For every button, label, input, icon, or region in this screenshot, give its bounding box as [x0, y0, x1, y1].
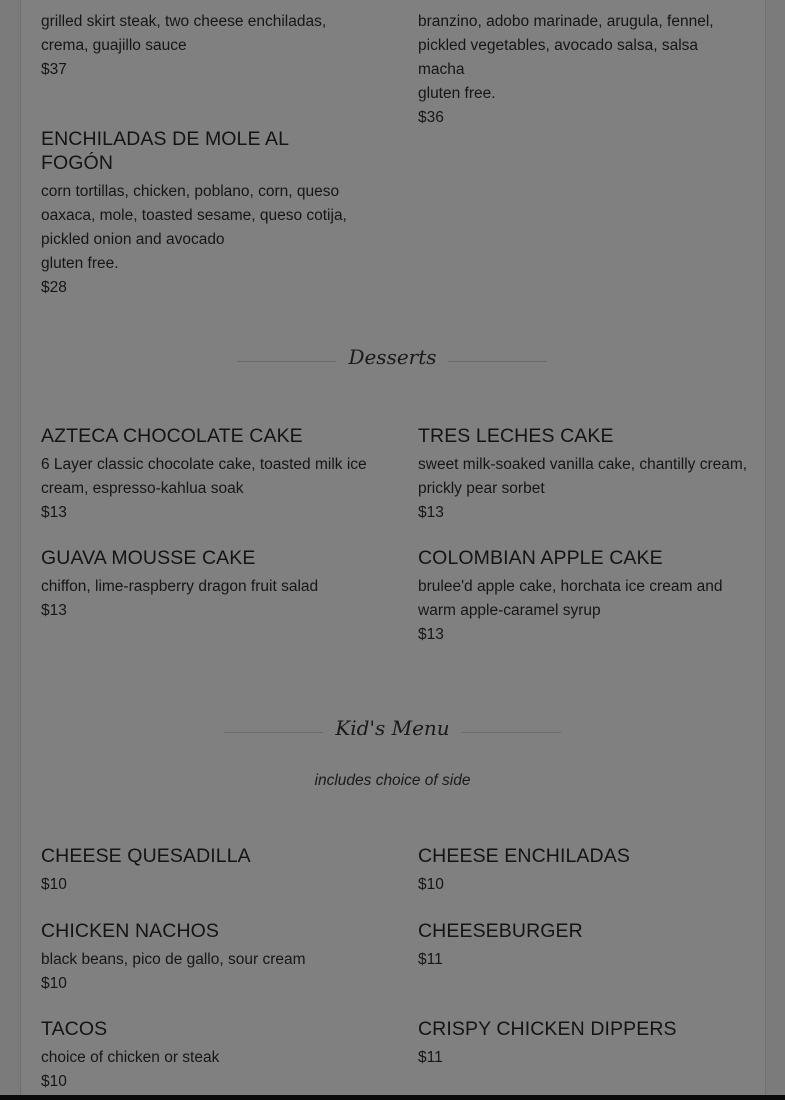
menu-item-price: $37: [41, 61, 67, 78]
menu-item-price: $13: [41, 504, 67, 521]
menu-item-dietary-note: gluten free.: [418, 85, 496, 102]
menu-item-description: 6 Layer classic chocolate cake, toasted milk ice cream, espresso-kahlua soak: [41, 456, 367, 497]
menu-item-price: $36: [418, 109, 444, 126]
menu-item-price: $13: [41, 602, 67, 619]
menu-item-description: sweet milk-soaked vanilla cake, chantilly cream, prickly pear sorbet: [418, 456, 748, 497]
menu-item: [418, 844, 748, 897]
menu-item: [418, 1017, 748, 1070]
menu-item-name: CHICKEN NACHOS: [41, 920, 220, 942]
section-heading: [0, 716, 785, 740]
menu-item: [418, 424, 748, 525]
menu-item-description: corn tortillas, chicken, poblano, corn, queso oaxaca, mole, toasted sesame, queso cotija, pickled onion and avocado: [41, 183, 347, 248]
section-title-desserts: Desserts: [348, 345, 437, 369]
section-heading: [0, 345, 785, 369]
section-title-kids-menu: Kid's Menu: [335, 716, 450, 740]
menu-item-description: black beans, pico de gallo, sour cream: [41, 951, 306, 968]
menu-item-description: grilled skirt steak, two cheese enchiladas, crema, guajillo sauce: [41, 13, 327, 54]
menu-item-description: brulee'd apple cake, horchata ice cream and warm apple-caramel syrup: [418, 578, 723, 619]
menu-item-price: $13: [418, 626, 444, 643]
menu-item: [41, 919, 371, 996]
bottom-edge-bar: [0, 1095, 785, 1100]
menu-item-dietary-note: gluten free.: [41, 255, 119, 272]
menu-item-name: TRES LECHES CAKE: [418, 425, 614, 447]
menu-item-name: AZTECA CHOCOLATE CAKE: [41, 425, 303, 447]
menu-item-price: $13: [418, 504, 444, 521]
menu-item-price: $10: [41, 1073, 67, 1090]
menu-item-name: GUAVA MOUSSE CAKE: [41, 547, 256, 569]
menu-item-description: branzino, adobo marinade, arugula, fennel, pickled vegetables, avocado salsa, salsa macha: [418, 13, 714, 78]
menu-item-name: CRISPY CHICKEN DIPPERS: [418, 1018, 677, 1040]
menu-item-name: CHEESE QUESADILLA: [41, 845, 251, 867]
menu-item: [418, 546, 748, 647]
menu-item: [41, 546, 371, 623]
menu-item-description: chiffon, lime-raspberry dragon fruit salad: [41, 578, 319, 595]
menu-item: [41, 1017, 371, 1094]
section-subnote: includes choice of side: [314, 772, 471, 789]
menu-item: [41, 127, 351, 300]
menu-item-name: COLOMBIAN APPLE CAKE: [418, 547, 663, 569]
menu-item-price: $10: [41, 876, 67, 893]
menu-item-price: $10: [418, 876, 444, 893]
menu-item-name: TACOS: [41, 1018, 108, 1040]
menu-item-description: choice of chicken or steak: [41, 1049, 220, 1066]
menu-item-price: $11: [418, 951, 443, 968]
menu-item: [418, 919, 748, 972]
menu-item-price: $28: [41, 279, 67, 296]
menu-item-name: ENCHILADAS DE MOLE AL FOGÓN: [41, 128, 289, 174]
menu-item: [418, 10, 748, 130]
menu-item-price: $10: [41, 975, 67, 992]
menu-item-price: $11: [418, 1049, 443, 1066]
menu-item-name: CHEESEBURGER: [418, 920, 583, 942]
menu-item-name: CHEESE ENCHILADAS: [418, 845, 630, 867]
menu-item: [41, 10, 371, 82]
menu-item: [41, 424, 371, 525]
menu-item: [41, 844, 371, 897]
